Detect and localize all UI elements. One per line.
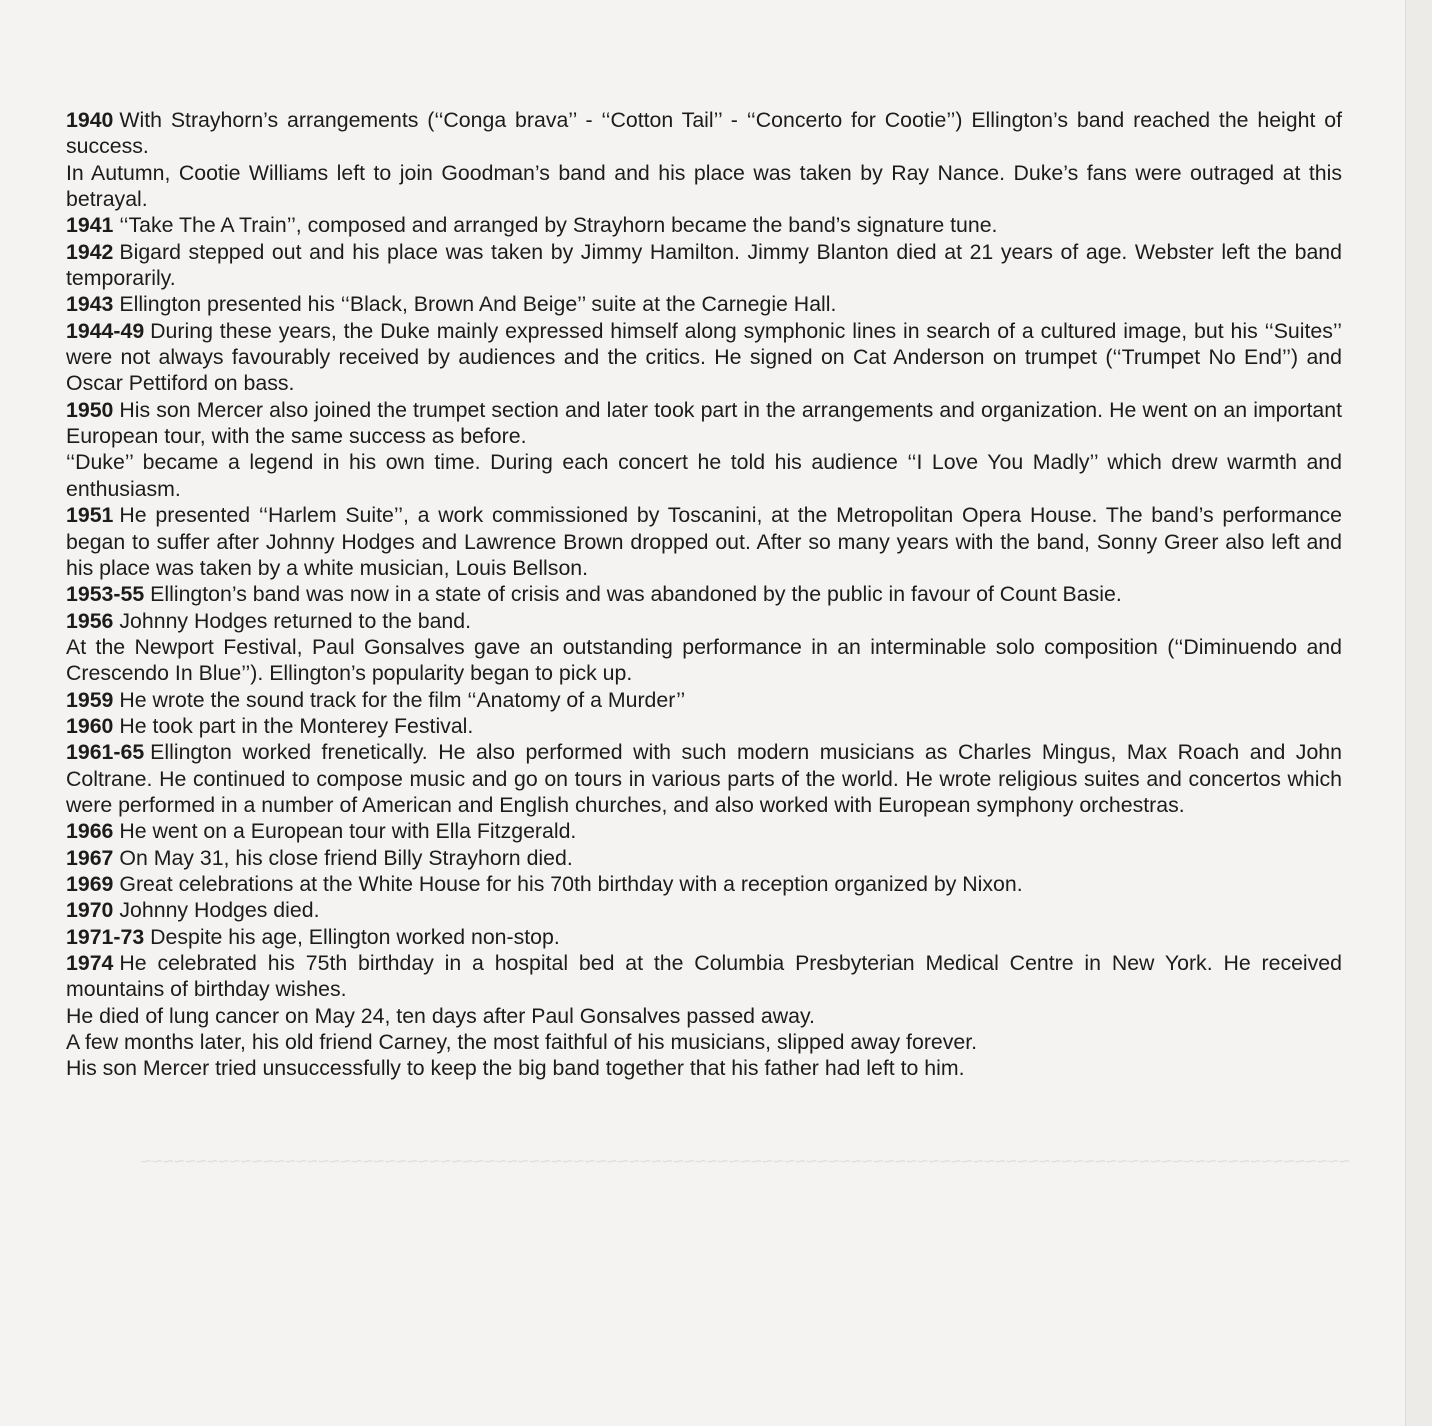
entry — [66, 291, 1342, 317]
entry-text: His son Mercer also joined the trumpet section and later took part in the arrangements and organization. He went on an important European tour, with the same success as before. — [66, 397, 1342, 449]
entry-year: 1974 — [66, 951, 114, 975]
page-edge — [1405, 0, 1432, 1426]
entry-year: 1942 — [66, 239, 114, 264]
entry-year: 1961-65 — [66, 740, 145, 765]
chronology-text — [66, 107, 1342, 1082]
entry-text: With Strayhorn’s arrangements (‘‘Conga brava’’ - ‘‘Cotton Tail’’ - ‘‘Concerto for Cootie’’) Ellington’s band reached the height of success. — [66, 108, 1342, 159]
entry-text: Johnny Hodges died. — [119, 898, 320, 923]
entry-text: Ellington worked frenetically. He also performed with such modern musicians as Charles Mingus, Max Roach and John Coltrane. He continued to compose music and go on tours in various parts of the world. He wrote religious suites and concertos which were performed in a number of American and English churches, and also worked with European symphony orchestras. — [66, 740, 1342, 817]
entry — [66, 212, 1342, 238]
entry-text: ‘‘Take The A Train’’, composed and arranged by Strayhorn became the band’s signature tune. — [119, 213, 998, 238]
entry — [66, 107, 1342, 160]
entry-text: Johnny Hodges returned to the band. — [119, 608, 472, 633]
entry-text: He took part in the Monterey Festival. — [119, 713, 474, 738]
entry-year: 1969 — [66, 871, 114, 896]
entry-text: Bigard stepped out and his place was taken by Jimmy Hamilton. Jimmy Blanton died at 21 years of age. Webster left the band temporarily. — [66, 239, 1342, 291]
entry-text: During these years, the Duke mainly expressed himself along symphonic lines in search of a cultured image, but his ‘‘Suites’’ were not always favourably received by audiences and the critics. He signed on Cat Anderson on trumpet (‘‘Trumpet No End’’) and Oscar Pettiford on bass. — [66, 318, 1342, 396]
entry-text: A few months later, his old friend Carney, the most faithful of his musicians, slipped away forever. — [66, 1030, 978, 1055]
entry-text: He celebrated his 75th birthday in a hospital bed at the Columbia Presbyterian Medical Centre in New York. He received mountains of birthday wishes. — [66, 951, 1342, 1002]
entry — [66, 871, 1342, 897]
entry-year: 1960 — [66, 713, 114, 738]
entry-text: Ellington’s band was now in a state of crisis and was abandoned by the public in favour of Count Basie. — [150, 582, 1122, 607]
entry-year: 1956 — [66, 608, 114, 633]
entry-text: He went on a European tour with Ella Fitzgerald. — [119, 819, 577, 844]
entry — [66, 502, 1342, 581]
entry — [66, 818, 1342, 844]
entry-text: At the Newport Festival, Paul Gonsalves gave an outstanding performance in an interminable solo composition (‘‘Diminuendo and Crescendo In Blue’’). Ellington’s popularity began to pick up. — [66, 634, 1342, 686]
entry-year: 1950 — [66, 397, 114, 422]
entry-text: On May 31, his close friend Billy Strayhorn died. — [119, 845, 573, 870]
entry — [66, 687, 1342, 713]
entry-year: 1941 — [66, 213, 114, 238]
entry-year: 1967 — [66, 845, 114, 870]
entry-year: 1940 — [66, 108, 114, 132]
entry-text: Great celebrations at the White House for his 70th birthday with a reception organized by Nixon. — [119, 871, 1023, 896]
entry-text: In Autumn, Cootie Williams left to join Goodman’s band and his place was taken by Ray Nance. Duke’s fans were outraged at this betrayal. — [66, 160, 1342, 212]
entry — [66, 1029, 1342, 1055]
entry — [66, 160, 1342, 213]
entry-text: ‘‘Duke’’ became a legend in his own time. During each concert he told his audience ‘‘I Love You Madly’’ which drew warmth and enthusiasm. — [66, 450, 1342, 501]
entry-text: His son Mercer tried unsuccessfully to keep the big band together that his father had left to him. — [66, 1056, 965, 1081]
entry-year: 1944-49 — [66, 318, 145, 343]
entry — [66, 739, 1342, 818]
entry-text: He presented ‘‘Harlem Suite’’, a work commissioned by Toscanini, at the Metropolitan Opera House. The band’s performance began to suffer after Johnny Hodges and Lawrence Brown dropped out. After so many years with the band, Sonny Greer also left and his place was taken by a white musician, Louis Bellson. — [66, 503, 1342, 580]
entry — [66, 845, 1342, 871]
entry-year: 1951 — [66, 503, 114, 528]
entry — [66, 713, 1342, 739]
entry-year: 1970 — [66, 898, 114, 923]
entry — [66, 950, 1342, 1003]
show-through-texture: ~~~~~~~~~~~~~~~~~~~~~~~~~~~~~~~~~~~~~~~~~~~~~~~~~~~~~~~~~~~~~~~~~~~~~~~~~~~~~~~~~~~~~~~~~~~~~~~~~~~~~~~~~~~~~ — [140, 1152, 1350, 1173]
entry-text: He died of lung cancer on May 24, ten days after Paul Gonsalves passed away. — [66, 1003, 815, 1028]
entry — [66, 449, 1342, 502]
entry — [66, 239, 1342, 292]
entry-year: 1971-73 — [66, 924, 145, 949]
entry — [66, 581, 1342, 607]
entry — [66, 897, 1342, 923]
entry-text: He wrote the sound track for the film ‘‘Anatomy of a Murder’’ — [119, 687, 686, 712]
entry — [66, 634, 1342, 687]
entry — [66, 1055, 1342, 1081]
entry-year: 1959 — [66, 687, 114, 712]
entry-year: 1953-55 — [66, 582, 145, 607]
entry — [66, 924, 1342, 950]
entry — [66, 1003, 1342, 1029]
entry-year: 1943 — [66, 292, 114, 317]
entry — [66, 608, 1342, 634]
entry-text: Ellington presented his ‘‘Black, Brown And Beige’’ suite at the Carnegie Hall. — [119, 292, 837, 317]
entry-year: 1966 — [66, 819, 114, 844]
entry — [66, 318, 1342, 397]
entry-text: Despite his age, Ellington worked non-stop. — [150, 924, 560, 949]
entry — [66, 397, 1342, 450]
